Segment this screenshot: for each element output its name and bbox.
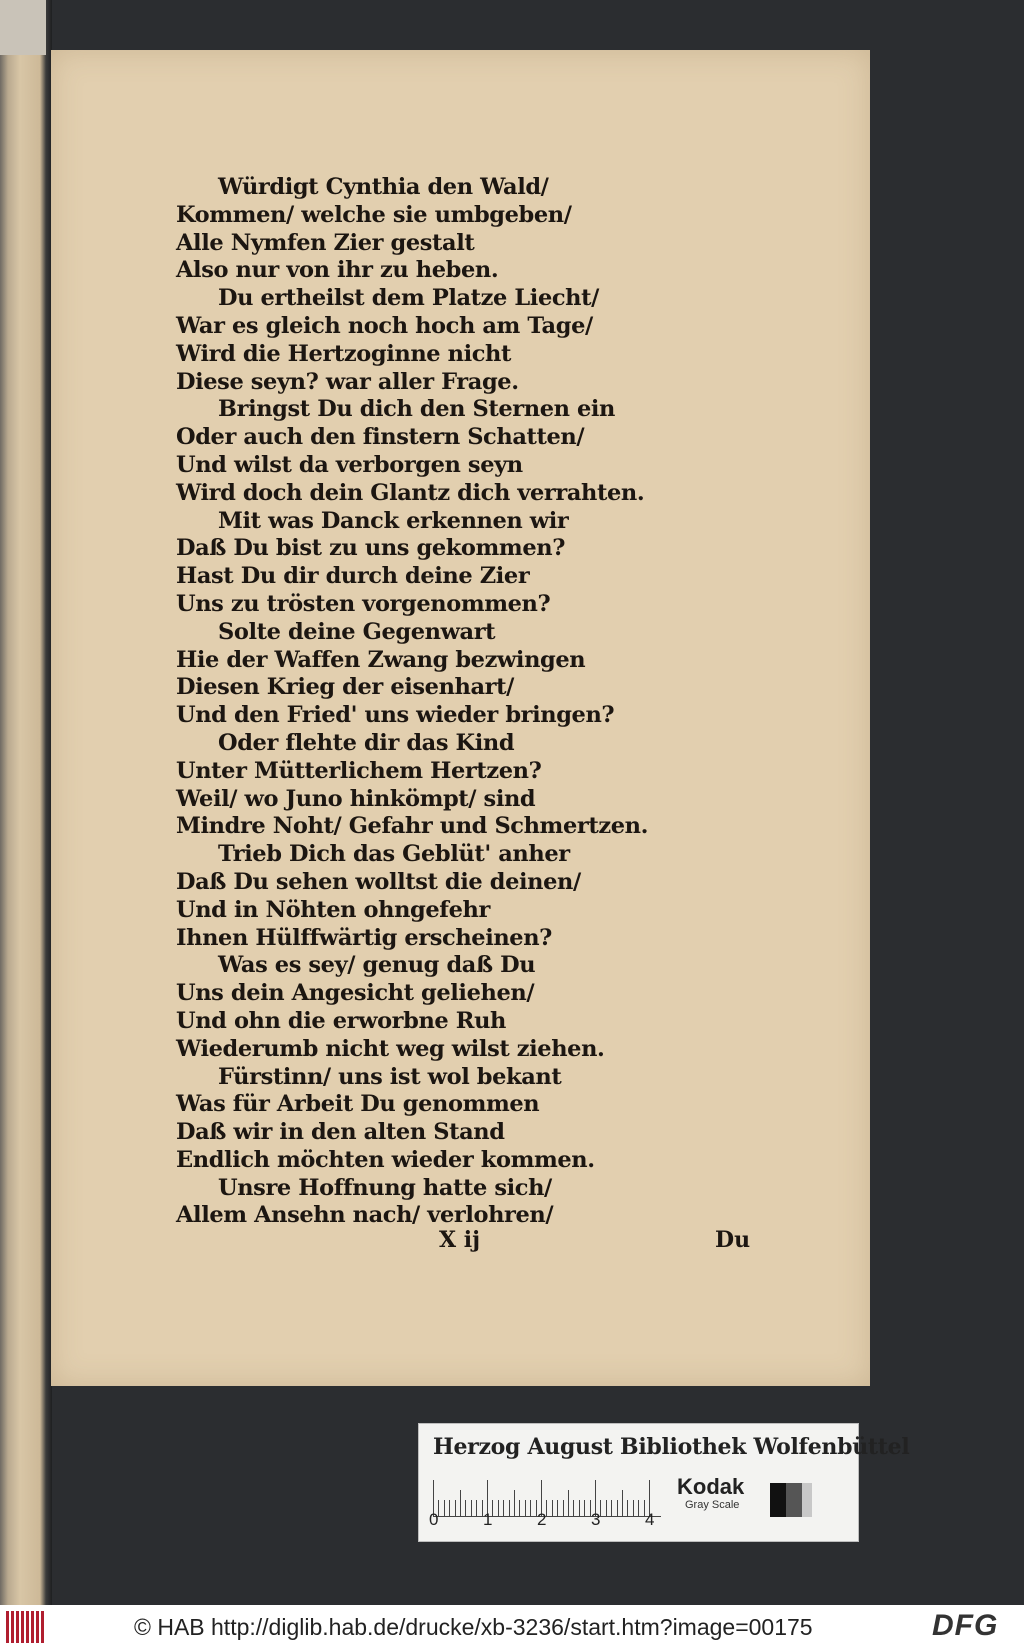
logo-bar — [26, 1611, 29, 1643]
logo-bar — [41, 1611, 44, 1643]
kodak-logo: Kodak — [677, 1474, 745, 1499]
logo-bar — [21, 1611, 24, 1643]
ruler-tick — [638, 1500, 639, 1516]
adjacent-page-edge — [0, 0, 52, 1605]
dfg-logo: DFG — [932, 1609, 999, 1642]
ruler-tick — [573, 1500, 574, 1516]
logo-bar — [6, 1611, 9, 1643]
verse-line: Bringst Du dich den Sternen ein — [218, 396, 616, 423]
ruler-tick — [498, 1500, 499, 1516]
verse-line: Trieb Dich das Geblüt' anher — [218, 841, 570, 868]
ruler-tick — [492, 1500, 493, 1516]
hab-logo-icon — [6, 1611, 46, 1643]
verse-line: Wird doch dein Glantz dich verrahten. — [176, 479, 645, 506]
ruler-tick — [600, 1500, 601, 1516]
poem-text — [176, 174, 816, 1230]
verse-line: Unsre Hoffnung hatte sich/ — [218, 1174, 552, 1201]
ruler-tick — [476, 1500, 477, 1516]
ruler-tick — [514, 1490, 515, 1516]
ruler-tick — [465, 1500, 466, 1516]
verse-line: Uns dein Angesicht geliehen/ — [176, 980, 535, 1007]
verse-line: Was für Arbeit Du genommen — [176, 1091, 540, 1118]
ruler-tick — [455, 1500, 456, 1516]
verse-line: Oder flehte dir das Kind — [218, 729, 515, 756]
patch-dark-gray — [786, 1483, 802, 1517]
catchword: Du — [715, 1227, 751, 1253]
ruler-tick — [606, 1500, 607, 1516]
color-calibration-card — [418, 1423, 910, 1542]
verse-line: Kommen/ welche sie umbgeben/ — [176, 201, 572, 228]
verse-line: Und ohn die erworbne Ruh — [176, 1007, 506, 1034]
verse-line: Unter Mütterlichem Hertzen? — [176, 757, 542, 784]
ruler-tick — [563, 1500, 564, 1516]
logo-bar — [16, 1611, 19, 1643]
ruler-tick — [622, 1490, 623, 1516]
ruler-tick — [579, 1500, 580, 1516]
verse-line: Diesen Krieg der eisenhart/ — [176, 674, 514, 701]
gray-patches — [770, 1483, 812, 1517]
logo-bar — [31, 1611, 34, 1643]
verse-line: Was es sey/ genug daß Du — [218, 952, 536, 979]
verse-line: War es gleich noch hoch am Tage/ — [176, 312, 593, 339]
verse-line: Solte deine Gegenwart — [218, 618, 496, 645]
ruler-number: 0 — [429, 1510, 439, 1529]
footer-bar — [0, 1605, 1024, 1647]
verse-line: Daß Du sehen wolltst die deinen/ — [176, 868, 581, 895]
verse-line: Diese seyn? war aller Frage. — [176, 368, 519, 395]
logo-bar — [11, 1611, 14, 1643]
scale-ruler — [433, 1476, 661, 1517]
patch-light-gray — [802, 1483, 812, 1517]
verse-line: Du ertheilst dem Platze Liecht/ — [218, 285, 599, 312]
verse-line: Daß wir in den alten Stand — [176, 1119, 505, 1146]
ruler-number: 1 — [483, 1510, 493, 1529]
patch-black — [770, 1483, 786, 1517]
ruler-tick — [611, 1500, 612, 1516]
ruler-tick — [617, 1500, 618, 1516]
logo-bar — [36, 1611, 39, 1643]
verse-line: Ihnen Hülffwärtig erscheinen? — [176, 924, 552, 951]
ruler-number: 2 — [537, 1510, 547, 1529]
ruler-number: 3 — [591, 1510, 601, 1529]
verse-line: Daß Du bist zu uns gekommen? — [176, 535, 565, 562]
ruler-tick — [449, 1500, 450, 1516]
ruler-tick — [546, 1500, 547, 1516]
ruler-tick — [509, 1500, 510, 1516]
verse-line: Alle Nymfen Zier gestalt — [176, 229, 475, 256]
signature-mark: X ij — [439, 1227, 481, 1253]
ruler-tick — [525, 1500, 526, 1516]
ruler-tick — [584, 1500, 585, 1516]
ruler-tick — [471, 1500, 472, 1516]
verse-line: Würdigt Cynthia den Wald/ — [218, 174, 549, 200]
verse-line: Weil/ wo Juno hinkömpt/ sind — [176, 785, 536, 812]
gray-scale-label: Gray Scale — [685, 1499, 740, 1511]
source-url[interactable]: © HAB http://diglib.hab.de/drucke/xb-3236/start.htm?image=00175 — [134, 1614, 813, 1640]
verse-line: Wiederumb nicht weg wilst ziehen. — [176, 1035, 605, 1062]
ruler-tick — [557, 1500, 558, 1516]
ruler-tick — [438, 1500, 439, 1516]
verse-line: Und wilst da verborgen seyn — [176, 451, 523, 478]
verse-line: Und in Nöhten ohngefehr — [176, 896, 490, 923]
ruler-tick — [460, 1490, 461, 1516]
verse-line: Hast Du dir durch deine Zier — [176, 563, 530, 590]
ruler-tick — [568, 1490, 569, 1516]
ruler-tick — [503, 1500, 504, 1516]
verse-line: Uns zu trösten vorgenommen? — [176, 590, 551, 617]
library-name: Herzog August Bibliothek Wolfenbüttel — [433, 1434, 910, 1460]
ruler-tick — [552, 1500, 553, 1516]
verse-line: Also nur von ihr zu heben. — [176, 257, 499, 284]
verse-line: Und den Fried' uns wieder bringen? — [176, 702, 615, 729]
verse-line: Oder auch den finstern Schatten/ — [176, 424, 585, 451]
verse-line: Fürstinn/ uns ist wol bekant — [218, 1063, 562, 1090]
ruler-tick — [444, 1500, 445, 1516]
verse-line: Allem Ansehn nach/ verlohren/ — [176, 1202, 554, 1229]
ruler-tick — [633, 1500, 634, 1516]
book-page — [51, 50, 870, 1386]
verse-line: Hie der Waffen Zwang bezwingen — [176, 646, 586, 673]
verse-line: Wird die Hertzoginne nicht — [176, 340, 511, 367]
adjacent-page-corner — [0, 0, 46, 55]
ruler-number: 4 — [645, 1510, 655, 1529]
ruler-tick — [519, 1500, 520, 1516]
verse-line: Mindre Noht/ Gefahr und Schmertzen. — [176, 813, 649, 840]
verse-line: Endlich möchten wieder kommen. — [176, 1146, 595, 1173]
verse-line: Mit was Danck erkennen wir — [218, 507, 569, 534]
ruler-tick — [530, 1500, 531, 1516]
ruler-tick — [627, 1500, 628, 1516]
